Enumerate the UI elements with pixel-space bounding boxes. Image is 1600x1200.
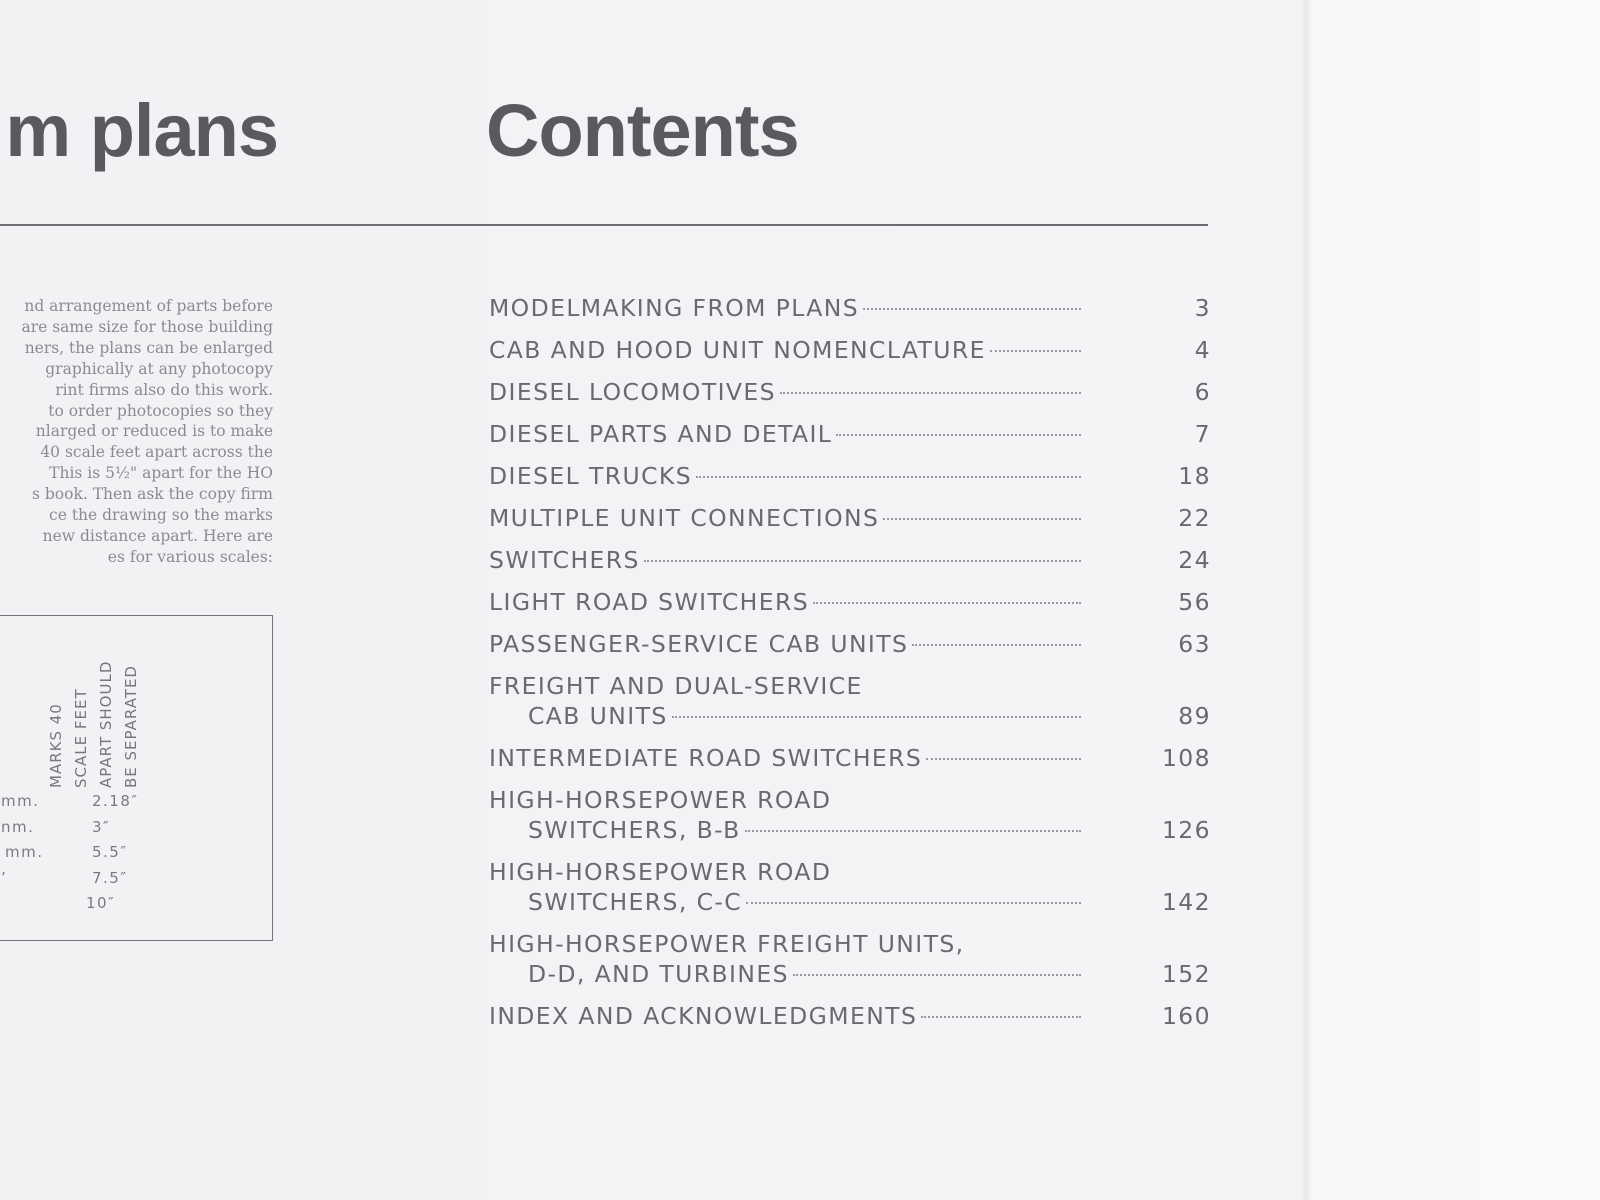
toc-page-number: 18 (1178, 462, 1211, 490)
intro-line: This is 5½" apart for the HO (49, 464, 273, 483)
intro-paragraph (0, 296, 273, 568)
toc-entry-title: INTERMEDIATE ROAD SWITCHERS (489, 744, 923, 772)
toc-entry-title: SWITCHERS (489, 546, 640, 574)
toc-entry-title: INDEX AND ACKNOWLEDGMENTS (489, 1002, 918, 1030)
toc-page-number: 63 (1178, 630, 1211, 658)
intro-line: es for various scales: (107, 547, 273, 566)
toc-entry[interactable] (489, 545, 1211, 575)
intro-line: nlarged or reduced is to make (35, 422, 273, 441)
toc-entry-title: DIESEL PARTS AND DETAIL (489, 420, 833, 448)
toc-entry-title: HIGH-HORSEPOWER ROAD (489, 786, 832, 814)
dot-leader (793, 974, 1081, 976)
intro-line: are same size for those building (21, 317, 273, 336)
toc-entry[interactable] (489, 1001, 1211, 1031)
table-value: 2.18″ (92, 792, 139, 810)
dot-leader (746, 902, 1081, 904)
toc-entry[interactable] (489, 377, 1211, 407)
table-header-line: MARKS 40 (47, 703, 65, 788)
toc-page-number: 142 (1161, 888, 1211, 916)
toc-page-number: 3 (1194, 294, 1211, 322)
toc-entry-title: HIGH-HORSEPOWER ROAD (489, 858, 832, 886)
toc-entry[interactable] (489, 461, 1211, 491)
header-rule (0, 224, 1208, 226)
toc-entry-title: HIGH-HORSEPOWER FREIGHT UNITS, (489, 930, 965, 958)
dot-leader (836, 434, 1081, 436)
toc-entry[interactable] (489, 743, 1211, 773)
left-page-title: m plans (5, 89, 278, 172)
toc-entry-title: SWITCHERS, B-B (528, 816, 741, 844)
toc-entry-title: DIESEL TRUCKS (489, 462, 693, 490)
toc-entry[interactable] (489, 785, 1211, 845)
table-value: 7.5″ (92, 868, 128, 887)
toc-entry-title: SWITCHERS, C-C (528, 888, 743, 916)
table-value: 10″ (86, 894, 116, 913)
dot-leader (696, 476, 1081, 478)
scale-table (0, 615, 273, 941)
toc-page-number: 108 (1161, 744, 1211, 772)
toc-page-number: 56 (1178, 588, 1211, 616)
intro-line: graphically at any photocopy (45, 359, 273, 378)
dot-leader (745, 830, 1081, 832)
dot-leader (863, 308, 1081, 310)
table-scale-label: ’ (1, 868, 8, 887)
toc-entry-title: CAB UNITS (528, 702, 668, 730)
toc-entry[interactable] (489, 857, 1211, 917)
toc-entry[interactable] (489, 671, 1211, 731)
toc-page-number: 152 (1161, 960, 1211, 988)
toc-page-number: 160 (1161, 1002, 1211, 1030)
table-of-contents (489, 293, 1211, 1043)
intro-line: rint firms also do this work. (55, 380, 273, 399)
toc-entry[interactable] (489, 503, 1211, 533)
intro-line: to order photocopies so they (48, 401, 273, 420)
intro-line: ners, the plans can be enlarged (24, 338, 273, 357)
toc-entry-title: LIGHT ROAD SWITCHERS (489, 588, 810, 616)
dot-leader (780, 392, 1081, 394)
toc-page-number: 4 (1194, 336, 1211, 364)
intro-line: 40 scale feet apart across the (40, 443, 273, 462)
table-scale-label: mm. (5, 843, 44, 862)
dot-leader (912, 644, 1081, 646)
toc-entry[interactable] (489, 335, 1211, 365)
toc-entry[interactable] (489, 587, 1211, 617)
table-scale-label: mm. (1, 792, 40, 810)
toc-page-number: 24 (1178, 546, 1211, 574)
table-header-line: SCALE FEET (72, 688, 90, 788)
dot-leader (921, 1016, 1081, 1018)
toc-entry[interactable] (489, 929, 1211, 989)
dot-leader (926, 758, 1081, 760)
toc-entry-title: MULTIPLE UNIT CONNECTIONS (489, 504, 880, 532)
intro-line: ce the drawing so the marks (49, 506, 273, 525)
table-header-line: BE SEPARATED (122, 665, 140, 788)
dot-leader (813, 602, 1081, 604)
toc-page-number: 7 (1194, 420, 1211, 448)
table-header-line: APART SHOULD (97, 660, 115, 788)
dot-leader (883, 518, 1081, 520)
toc-page-number: 126 (1161, 816, 1211, 844)
toc-page-number: 6 (1194, 378, 1211, 406)
dot-leader (672, 716, 1081, 718)
toc-entry-title: FREIGHT AND DUAL-SERVICE (489, 672, 863, 700)
table-scale-label: nm. (1, 817, 35, 836)
intro-line: s book. Then ask the copy firm (31, 485, 273, 504)
toc-entry-title: DIESEL LOCOMOTIVES (489, 378, 776, 406)
toc-entry[interactable] (489, 419, 1211, 449)
toc-entry-title: D-D, AND TURBINES (528, 960, 789, 988)
table-value: 3″ (92, 817, 111, 836)
toc-entry-title: MODELMAKING FROM PLANS (489, 294, 860, 322)
dot-leader (990, 350, 1081, 352)
contents-title: Contents (486, 89, 799, 172)
toc-entry-title: CAB AND HOOD UNIT NOMENCLATURE (489, 336, 986, 364)
toc-entry[interactable] (489, 629, 1211, 659)
toc-page-number: 22 (1178, 504, 1211, 532)
dot-leader (644, 560, 1081, 562)
toc-entry[interactable] (489, 293, 1211, 323)
toc-entry-title: PASSENGER-SERVICE CAB UNITS (489, 630, 909, 658)
table-value: 5.5″ (92, 843, 128, 862)
intro-line: new distance apart. Here are (42, 526, 273, 545)
toc-page-number: 89 (1178, 702, 1211, 730)
intro-line: nd arrangement of parts before (24, 297, 273, 315)
